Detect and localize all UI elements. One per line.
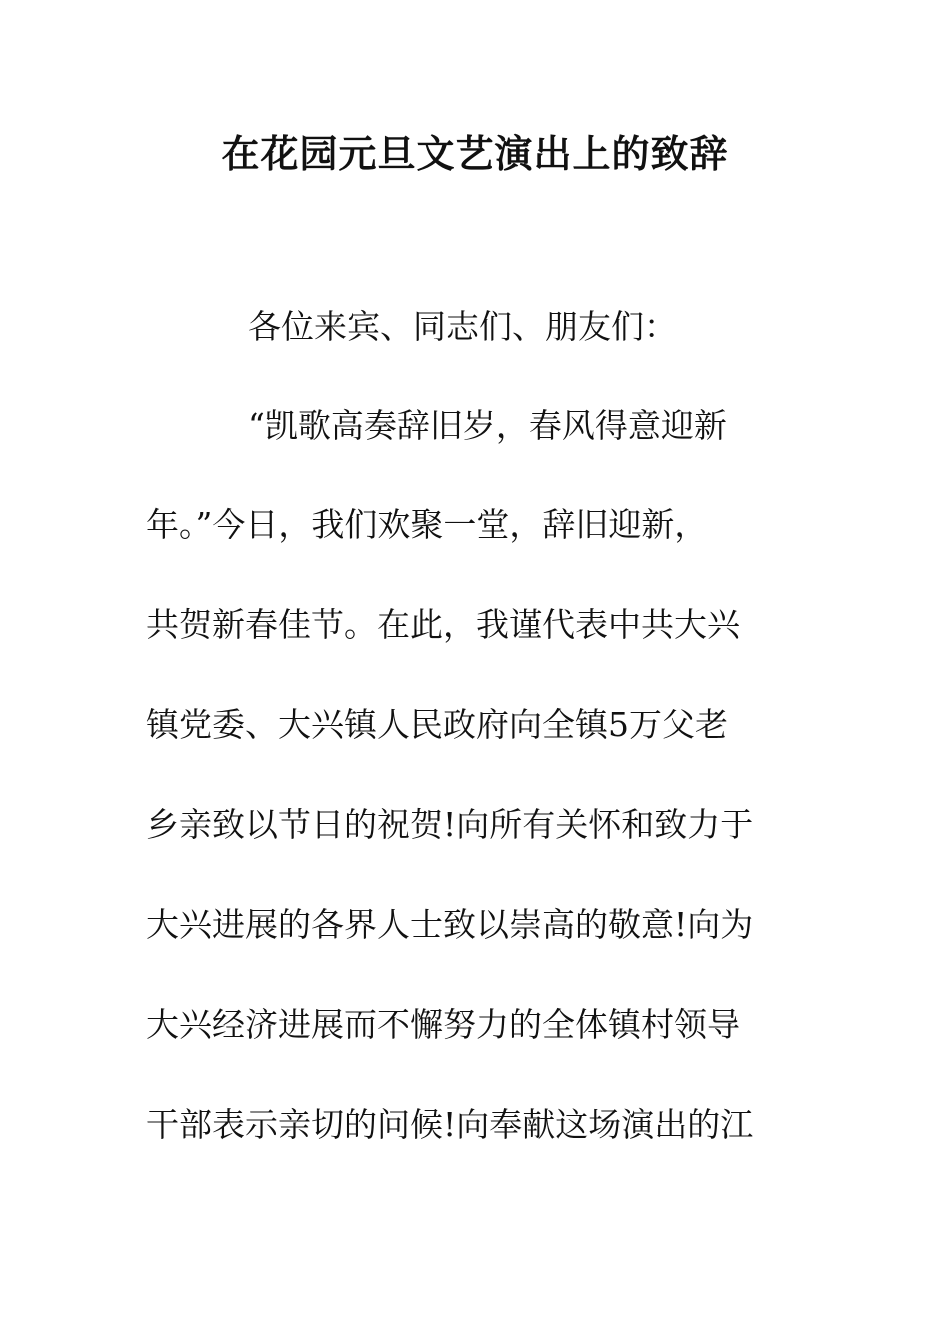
document-title: 在花园元旦文艺演出上的致辞 [221, 131, 729, 176]
body-line-6: 大兴进展的各界人士致以崇高的敬意!向为 [146, 905, 754, 944]
body-line-7: 大兴经济进展而不懈努力的全体镇村领导 [146, 1005, 740, 1044]
salutation-line: 各位来宾、同志们、朋友们： [248, 307, 677, 346]
body-line-4: 镇党委、大兴镇人民政府向全镇5万父老 [146, 705, 728, 744]
body-line-2: 年。”今日，我们欢聚一堂，辞旧迎新， [146, 505, 708, 544]
body-line-1: “凯歌高奏辞旧岁，春风得意迎新 [248, 406, 727, 445]
body-line-3: 共贺新春佳节。在此，我谨代表中共大兴 [146, 605, 740, 644]
body-line-8: 干部表示亲切的问候!向奉献这场演出的江 [146, 1105, 754, 1144]
body-line-5: 乡亲致以节日的祝贺!向所有关怀和致力于 [146, 805, 754, 844]
